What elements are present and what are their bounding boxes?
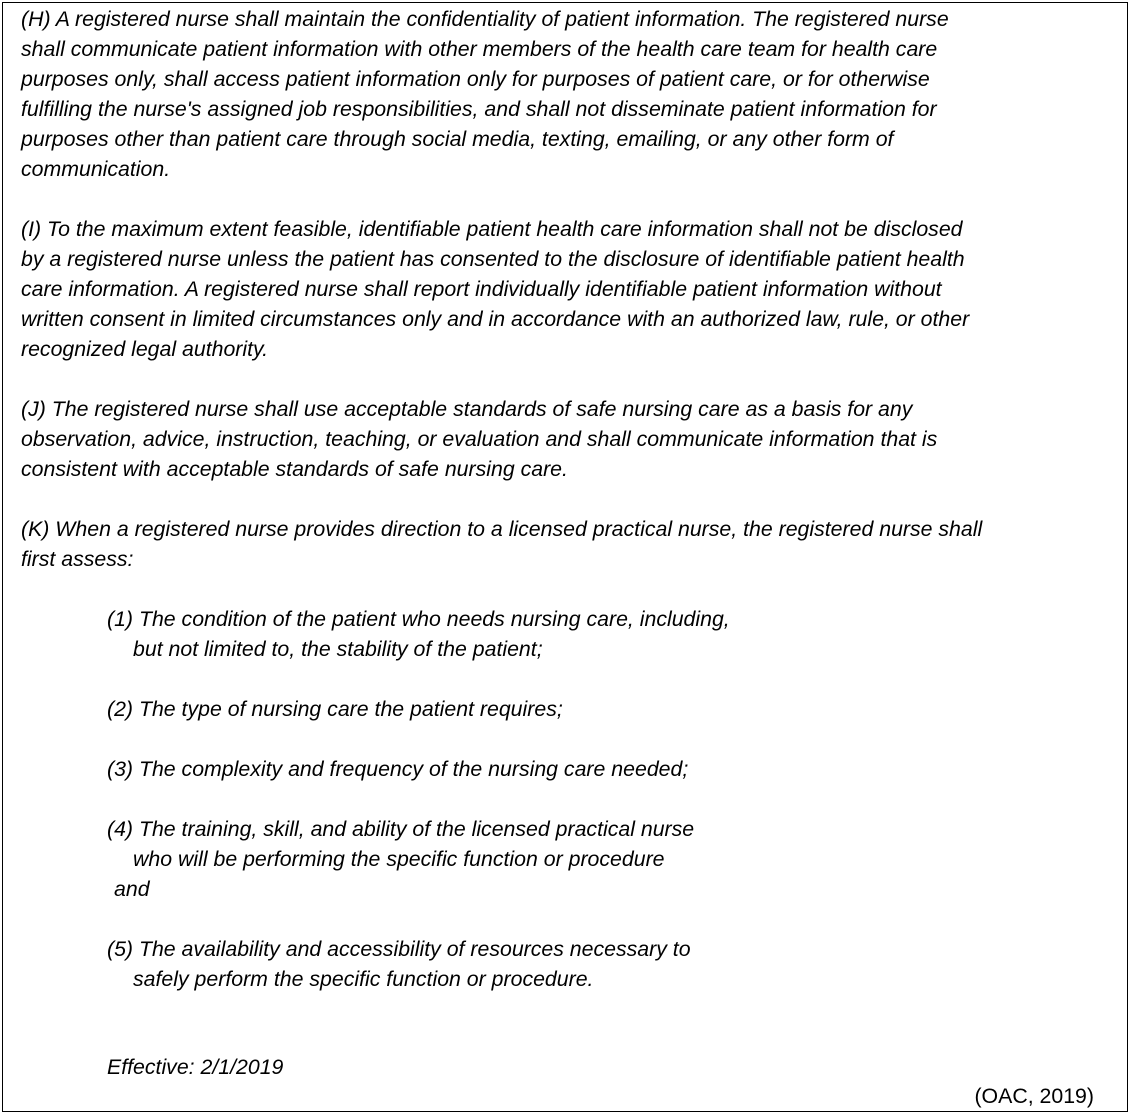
paragraph-h-line: purposes other than patient care through social media, texting, emailing, or any other form of	[21, 127, 894, 151]
paragraph-i-line: written consent in limited circumstances only and in accordance with an authorized law, rule, or other	[21, 307, 970, 331]
paragraph-k-line: first assess:	[21, 547, 134, 571]
document-box	[2, 2, 1128, 1112]
list-item-4-line: (4) The training, skill, and ability of the licensed practical nurse	[107, 817, 695, 841]
paragraph-i-line: (I) To the maximum extent feasible, identifiable patient health care information shall not be disclosed	[21, 217, 963, 241]
paragraph-i-line: by a registered nurse unless the patient has consented to the disclosure of identifiable patient health	[21, 247, 965, 271]
citation: (OAC, 2019)	[974, 1084, 1094, 1108]
list-item-4-line: and	[114, 877, 150, 901]
paragraph-k-line: (K) When a registered nurse provides direction to a licensed practical nurse, the registered nurse shall	[21, 517, 983, 541]
paragraph-h-line: purposes only, shall access patient information only for purposes of patient care, or for otherwise	[21, 67, 930, 91]
list-item-4-line: who will be performing the specific function or procedure	[133, 847, 665, 871]
paragraph-h-line: communication.	[21, 157, 171, 181]
list-item-1-line: but not limited to, the stability of the patient;	[133, 637, 543, 661]
paragraph-i-line: care information. A registered nurse shall report individually identifiable patient information without	[21, 277, 942, 301]
list-item-3-line: (3) The complexity and frequency of the nursing care needed;	[107, 757, 689, 781]
effective-date: Effective: 2/1/2019	[107, 1055, 284, 1079]
paragraph-j	[21, 394, 1116, 484]
list-item-1	[107, 604, 730, 664]
list-item-2	[107, 694, 563, 724]
paragraph-j-line: (J) The registered nurse shall use acceptable standards of safe nursing care as a basis for any	[21, 397, 913, 421]
list-item-5-line: safely perform the specific function or procedure.	[133, 967, 594, 991]
list-item-4	[107, 814, 694, 904]
paragraph-j-line: consistent with acceptable standards of safe nursing care.	[21, 457, 568, 481]
paragraph-j-line: observation, advice, instruction, teaching, or evaluation and shall communicate information that is	[21, 427, 938, 451]
paragraph-k	[21, 514, 1116, 574]
paragraph-h	[21, 4, 1116, 184]
paragraph-h-line: (H) A registered nurse shall maintain the confidentiality of patient information. The registered nurse	[21, 7, 949, 31]
paragraph-i-line: recognized legal authority.	[21, 337, 269, 361]
list-item-5	[107, 934, 691, 994]
paragraph-h-line: shall communicate patient information with other members of the health care team for health care	[21, 37, 938, 61]
list-item-2-line: (2) The type of nursing care the patient requires;	[107, 697, 563, 721]
paragraph-i	[21, 214, 1116, 364]
list-item-1-line: (1) The condition of the patient who needs nursing care, including,	[107, 607, 730, 631]
list-item-5-line: (5) The availability and accessibility of resources necessary to	[107, 937, 691, 961]
paragraph-h-line: fulfilling the nurse's assigned job responsibilities, and shall not disseminate patient information for	[21, 97, 937, 121]
list-item-3	[107, 754, 688, 784]
